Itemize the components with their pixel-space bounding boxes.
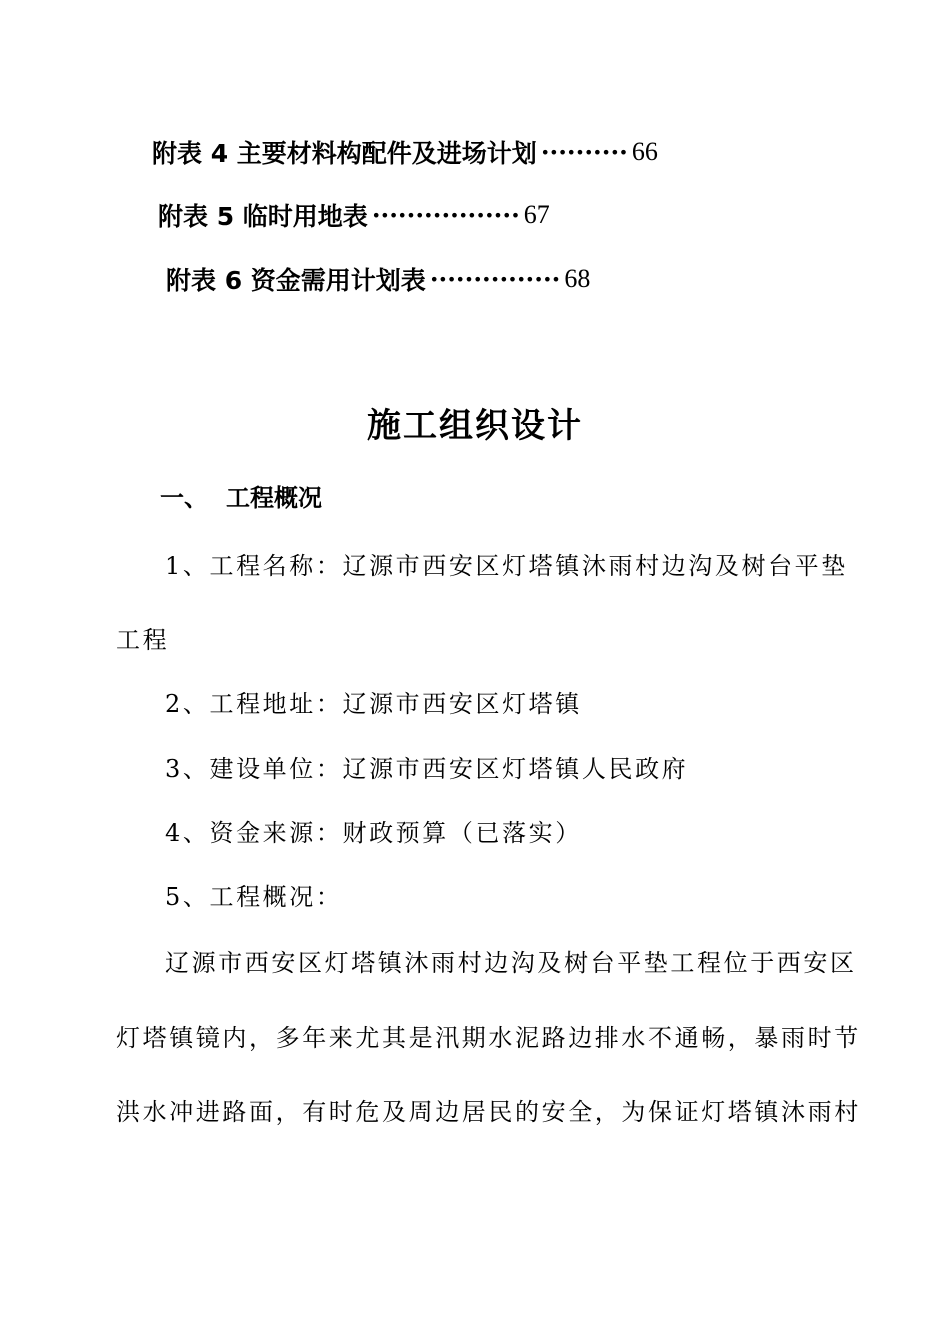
toc-page-number: 68: [564, 264, 591, 293]
toc-page-number: 66: [631, 137, 658, 166]
paragraph-line: 1、工程名称：辽源市西安区灯塔镇沐雨村边沟及树台平垫: [165, 552, 848, 580]
paragraph-line: 5、工程概况：: [165, 883, 343, 911]
toc-page-number: 67: [523, 200, 550, 229]
paragraph-line: 工程: [116, 626, 170, 654]
paragraph-line: 辽源市西安区灯塔镇沐雨村边沟及树台平垫工程位于西安区: [165, 949, 857, 977]
section-title: 工程概况: [226, 484, 322, 512]
paragraph-line: 2、工程地址：辽源市西安区灯塔镇: [165, 690, 582, 718]
section-heading: [160, 478, 322, 513]
toc-leader-dots: ··········: [540, 137, 628, 167]
paragraph-line: 3、建设单位：辽源市西安区灯塔镇人民政府: [165, 755, 689, 783]
toc-entry[interactable]: [152, 132, 658, 172]
document-title: 施工组织设计: [367, 406, 583, 446]
toc-leader-dots: ···············: [429, 264, 561, 294]
paragraph-line: 4、资金来源：财政预算（已落实）: [165, 819, 582, 847]
section-number: 一、: [160, 484, 208, 512]
toc-entry-label: 附表 4 主要材料构配件及进场计划: [152, 139, 537, 168]
paragraph-line: 灯塔镇镜内，多年来尤其是汛期水泥路边排水不通畅，暴雨时节: [116, 1024, 861, 1052]
toc-leader-dots: ·················: [371, 200, 520, 230]
toc-entry-label: 附表 6 资金需用计划表: [166, 266, 426, 295]
toc-entry[interactable]: [166, 259, 590, 299]
toc-entry[interactable]: [158, 195, 550, 235]
paragraph-line: 洪水冲进路面，有时危及周边居民的安全，为保证灯塔镇沐雨村: [116, 1098, 861, 1126]
toc-entry-label: 附表 5 临时用地表: [158, 202, 368, 231]
